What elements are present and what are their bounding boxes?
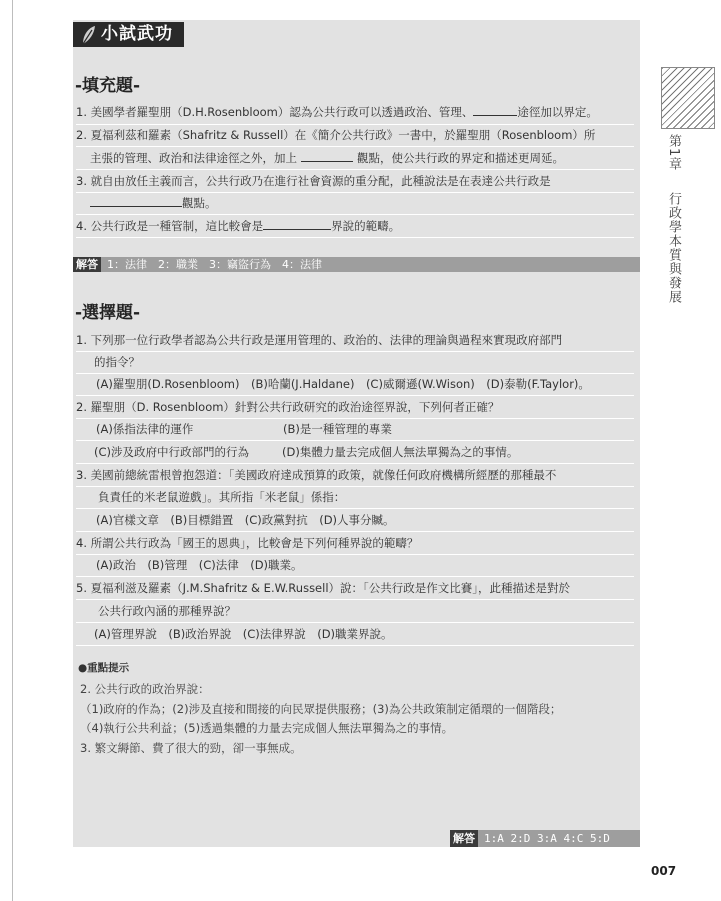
fill-q1-text: 1. 美國學者羅聖朋（D.H.Rosenbloom）認為公共行政可以透過政治、管理、 bbox=[76, 105, 474, 119]
leaf-icon bbox=[79, 25, 97, 45]
choice-answer-text: 1:A 2:D 3:A 4:C 5:D bbox=[484, 832, 610, 845]
chapter-prefix: 第 bbox=[666, 134, 681, 148]
fill-answer-bar bbox=[73, 257, 640, 272]
page-number: 007 bbox=[651, 864, 677, 878]
choice-question-1-line-1: 1. 下列那一位行政學者認為公共行政是運用管理的、政治的、法律的理論與過程來實現政府部門 bbox=[76, 332, 634, 352]
choice-question-1-line-2: 的指令？ bbox=[76, 354, 634, 374]
chapter-number: 1 bbox=[666, 148, 681, 158]
page-margin-rule bbox=[12, 0, 13, 901]
fill-question-4 bbox=[76, 218, 634, 238]
choice-question-5-line-2: 公共行政內涵的那種界說？ bbox=[76, 603, 634, 623]
fill-q4-text: 4. 公共行政是一種管制，這比較會是 bbox=[76, 219, 264, 233]
choice-heading: -選擇題- bbox=[75, 303, 141, 323]
fill-answer-text: 1：法律 2：職業 3：竊盜行為 4：法律 bbox=[107, 258, 322, 271]
section-title: 小試武功 bbox=[101, 24, 173, 44]
choice-question-1-options: (A)羅聖朋(D.Rosenbloom) (B)哈蘭(J.Haldane) (C)威爾遜(W.Wison) (D)泰勒(F.Taylor)。 bbox=[76, 376, 634, 396]
key-tip-line: （4)執行公共利益；(5)透過集體的力量去完成個人無法單獨為之的事情。 bbox=[80, 721, 454, 735]
choice-answer-bar bbox=[450, 830, 640, 847]
key-tip-line: （1)政府的作為；(2)涉及直接和間接的向民眾提供服務；(3)為公共政策制定循環的一個階段； bbox=[80, 702, 562, 716]
option-a: (A)係指法律的運作 bbox=[96, 422, 194, 436]
choice-question-2-options-row-1 bbox=[76, 421, 634, 441]
fill-q2-text-end: 觀點，使公共行政的界定和描述更周延。 bbox=[357, 151, 564, 165]
answer-blank bbox=[90, 196, 182, 207]
fill-heading: -填充題- bbox=[75, 76, 141, 96]
chapter-suffix: 章 bbox=[666, 157, 681, 172]
fill-q4-text-end: 界說的範疇。 bbox=[331, 219, 401, 233]
choice-question-4: 4. 所謂公共行政為「國王的恩典」，比較會是下列何種界說的範疇？ bbox=[76, 535, 634, 555]
option-b: (B)是一種管理的專業 bbox=[283, 422, 392, 436]
choice-question-5-options: (A)管理界說 (B)政治界說 (C)法律界說 (D)職業界說。 bbox=[76, 626, 634, 646]
chapter-hatch-pattern bbox=[661, 67, 715, 129]
fill-question-3-line-1: 3. 就自由放任主義而言，公共行政乃在進行社會資源的重分配，此種說法是在表達公共行政是 bbox=[76, 173, 634, 193]
fill-question-2-line-2 bbox=[76, 150, 634, 170]
fill-question-2-line-1: 2. 夏福利茲和羅素（Shafritz & Russell）在《簡介公共行政》一書中，於羅聖朋（Rosenbloom）所 bbox=[76, 127, 634, 147]
fill-question-1 bbox=[76, 104, 634, 125]
key-tips-heading: ●重點提示 bbox=[78, 662, 130, 674]
answer-blank bbox=[473, 105, 517, 116]
choice-question-2-options-row-2 bbox=[76, 444, 634, 464]
choice-question-5-line-1: 5. 夏福利滋及羅素（J.M.Shafritz & E.W.Russell）說：「公共行政是作文比賽」，此種描述是對於 bbox=[76, 580, 634, 600]
option-d: (D)集體力量去完成個人無法單獨為之的事情。 bbox=[282, 445, 519, 459]
fill-question-3-line-2 bbox=[76, 195, 634, 215]
answer-tag: 解答 bbox=[450, 830, 478, 847]
choice-question-3-line-2: 負責任的米老鼠遊戲」。其所指「米老鼠」係指： bbox=[76, 489, 634, 509]
answer-tag: 解答 bbox=[73, 257, 101, 272]
key-tip-line: 3. 繁文縟節、費了很大的勁，卻一事無成。 bbox=[80, 741, 302, 755]
answer-blank bbox=[263, 219, 331, 230]
section-title-bar bbox=[73, 22, 184, 47]
chapter-title: 行政學本質與發展 bbox=[666, 192, 681, 304]
choice-question-3-line-1: 3. 美國前總統雷根曾抱怨道：「美國政府達成預算的政策，就像任何政府機構所經歷的那種最不 bbox=[76, 467, 634, 487]
option-c: (C)涉及政府中行政部門的行為 bbox=[94, 445, 250, 459]
fill-q2-text: 主張的管理、政治和法律途徑之外，加上 bbox=[90, 151, 297, 165]
key-tip-line: 2. 公共行政的政治界說： bbox=[80, 682, 210, 696]
fill-q3-text-end: 觀點。 bbox=[182, 196, 217, 210]
choice-question-3-options: (A)官樣文章 (B)目標錯置 (C)政黨對抗 (D)人事分贓。 bbox=[76, 512, 634, 532]
chapter-label bbox=[667, 134, 683, 171]
choice-question-2: 2. 羅聖朋（D. Rosenbloom）針對公共行政研究的政治途徑界說，下列何者正確？ bbox=[76, 399, 634, 419]
answer-blank bbox=[301, 151, 353, 162]
fill-q1-text-end: 途徑加以界定。 bbox=[517, 105, 598, 119]
choice-question-4-options: (A)政治 (B)管理 (C)法律 (D)職業。 bbox=[76, 557, 634, 577]
